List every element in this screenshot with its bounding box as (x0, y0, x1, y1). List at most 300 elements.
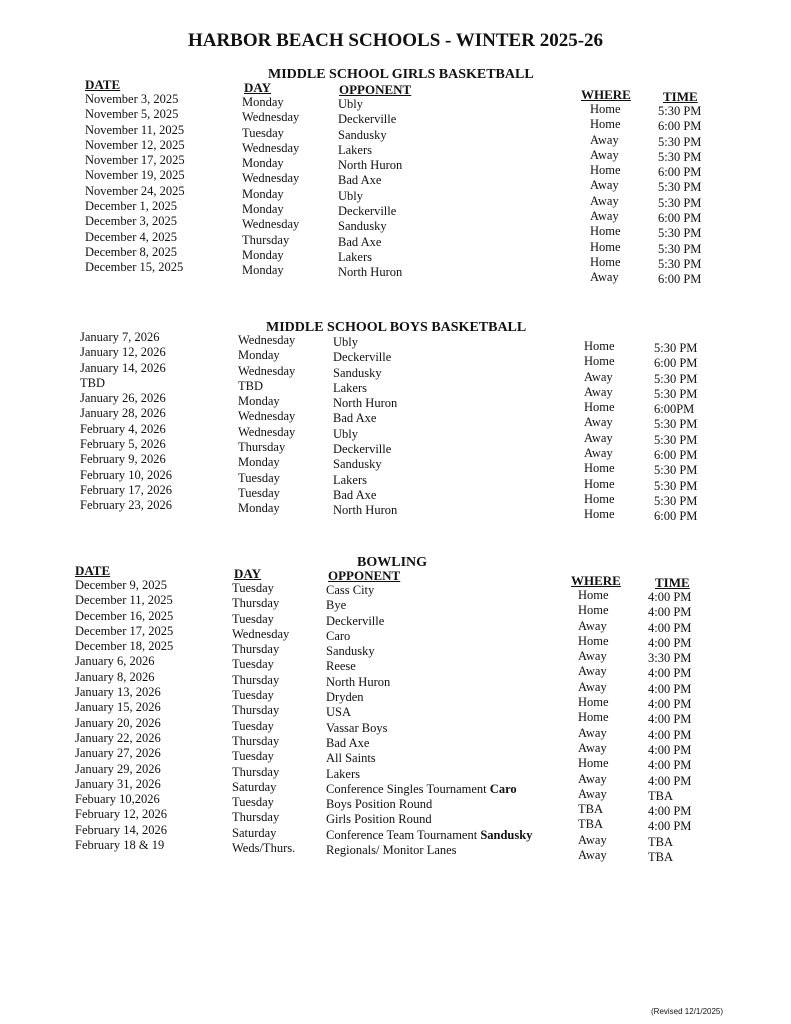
girls-date-text: December 3, 2025 (85, 214, 177, 229)
girls-date-cell (85, 138, 185, 153)
bowling-day-cell (232, 810, 295, 825)
boys-where-cell (584, 370, 615, 385)
boys-day-text: Monday (238, 394, 280, 409)
boys-date-text: January 12, 2026 (80, 345, 166, 360)
bowling-header-day: DAY (234, 566, 261, 581)
boys-opponent-text: Deckerville (333, 442, 392, 457)
bowling-time-text: TBA (648, 788, 673, 803)
bowling-where-text: Away (578, 679, 607, 694)
bowling-time-text: 4:00 PM (648, 727, 692, 742)
girls-opponent-cell (338, 128, 402, 143)
bowling-opponent-cell (326, 828, 532, 843)
boys-date-column (80, 330, 172, 514)
boys-date-cell (80, 345, 172, 360)
boys-day-cell (238, 394, 295, 409)
boys-opponent-text: Lakers (333, 380, 368, 395)
bowling-where-text: Home (578, 603, 609, 618)
boys-time-cell (654, 463, 697, 478)
girls-day-cell (242, 202, 299, 217)
bowling-date-cell (75, 777, 173, 792)
boys-where-text: Away (584, 446, 613, 461)
boys-time-cell (654, 417, 697, 432)
girls-date-cell (85, 92, 185, 107)
boys-day-text: TBD (238, 378, 263, 393)
bowling-where-text: Away (578, 740, 607, 755)
girls-day-cell (242, 217, 299, 232)
girls-where-text: Away (590, 193, 619, 208)
boys-day-cell (238, 364, 295, 379)
girls-where-column (590, 102, 621, 286)
boys-time-cell (654, 479, 697, 494)
boys-date-cell (80, 391, 172, 406)
boys-date-text: February 4, 2026 (80, 421, 166, 436)
girls-where-text: Home (590, 163, 621, 178)
girls-opponent-cell (338, 235, 402, 250)
girls-time-column (658, 104, 701, 288)
boys-date-text: February 9, 2026 (80, 452, 166, 467)
boys-opponent-text: Ubly (333, 426, 358, 441)
boys-where-cell (584, 492, 615, 507)
bowling-section-title: BOWLING (357, 555, 428, 570)
boys-date-cell (80, 376, 172, 391)
boys-time-text: 5:30 PM (654, 371, 698, 386)
girls-date-text: November 3, 2025 (85, 92, 179, 106)
girls-day-cell (242, 156, 299, 171)
bowling-time-cell (648, 835, 691, 850)
bowling-where-cell (578, 817, 609, 832)
bowling-day-cell (232, 734, 295, 749)
girls-day-text: Wednesday (242, 140, 300, 155)
girls-where-text: Home (590, 239, 621, 254)
bowling-day-text: Thursday (232, 810, 280, 825)
bowling-date-text: January 8, 2026 (75, 669, 155, 684)
boys-time-text: 5:30 PM (654, 341, 698, 355)
bowling-day-text: Saturday (232, 779, 277, 794)
bowling-opponent-text: Cass City (326, 583, 375, 597)
bowling-day-cell (232, 795, 295, 810)
bowling-opponent-cell (326, 812, 532, 827)
boys-time-text: 6:00 PM (654, 509, 698, 524)
bowling-where-cell (578, 787, 609, 802)
bowling-opponent-text: Conference Singles Tournament (326, 781, 487, 796)
bowling-opponent-cell (326, 751, 532, 766)
girls-where-cell (590, 163, 621, 178)
girls-header-date: DATE (85, 77, 121, 92)
boys-day-cell (238, 379, 295, 394)
bowling-opponent-cell (326, 644, 532, 659)
bowling-opponent-text: Sandusky (326, 644, 375, 659)
bowling-where-text: Away (578, 832, 607, 847)
bowling-time-text: 4:00 PM (648, 635, 692, 650)
girls-day-text: Monday (242, 156, 284, 171)
boys-date-cell (80, 361, 172, 376)
bowling-date-cell (75, 654, 173, 669)
girls-where-cell (590, 133, 621, 148)
boys-where-text: Away (584, 384, 613, 399)
boys-where-cell (584, 477, 615, 492)
girls-date-text: November 24, 2025 (85, 183, 185, 198)
boys-day-cell (238, 455, 295, 470)
bowling-date-text: January 6, 2026 (75, 654, 155, 669)
girls-time-cell (658, 119, 701, 134)
girls-day-cell (242, 233, 299, 248)
girls-where-text: Home (590, 224, 621, 239)
girls-date-text: December 1, 2025 (85, 199, 177, 214)
girls-opponent-cell (338, 265, 402, 280)
bowling-day-cell (232, 673, 295, 688)
girls-day-text: Monday (242, 263, 284, 278)
boys-date-cell (80, 406, 172, 421)
bowling-where-cell (578, 802, 609, 817)
boys-day-cell (238, 348, 295, 363)
bowling-date-text: December 18, 2025 (75, 639, 174, 654)
bowling-day-text: Weds/Thurs. (232, 841, 296, 856)
girls-time-text: 5:30 PM (658, 256, 702, 271)
boys-time-text: 5:30 PM (654, 417, 698, 432)
bowling-where-cell (578, 772, 609, 787)
bowling-header-date: DATE (75, 563, 111, 578)
boys-where-text: Home (584, 339, 615, 353)
girls-time-text: 5:30 PM (658, 241, 702, 256)
bowling-day-text: Tuesday (232, 657, 274, 672)
bowling-where-text: Away (578, 786, 607, 801)
boys-where-text: Away (584, 430, 613, 445)
boys-opponent-text: North Huron (333, 396, 398, 411)
bowling-date-text: January 13, 2026 (75, 685, 161, 700)
boys-time-text: 6:00 PM (654, 448, 698, 463)
girls-opponent-cell (338, 189, 402, 204)
girls-opponent-text: Lakers (338, 142, 373, 157)
girls-header-day: DAY (244, 80, 271, 95)
boys-opponent-text: Bad Axe (333, 487, 377, 502)
girls-where-cell (590, 178, 621, 193)
girls-day-text: Monday (242, 202, 284, 217)
bowling-time-text: 4:00 PM (648, 666, 692, 681)
girls-time-text: 5:30 PM (658, 104, 702, 118)
bowling-opponent-cell (326, 843, 532, 858)
bowling-time-cell (648, 590, 691, 605)
girls-time-text: 6:00 PM (658, 119, 702, 134)
boys-day-text: Monday (238, 348, 280, 363)
boys-time-cell (654, 509, 697, 524)
boys-day-text: Thursday (238, 440, 286, 455)
boys-day-cell (238, 440, 295, 455)
girls-where-cell (590, 255, 621, 270)
boys-where-cell (584, 339, 615, 354)
bowling-where-cell (578, 710, 609, 725)
bowling-date-text: February 14, 2026 (75, 822, 167, 837)
boys-time-cell (654, 356, 697, 371)
bowling-where-text: Away (578, 771, 607, 786)
boys-date-text: February 5, 2026 (80, 437, 166, 452)
boys-time-cell (654, 341, 697, 356)
girls-opponent-cell (338, 173, 402, 188)
bowling-day-cell (232, 657, 295, 672)
bowling-time-cell (648, 712, 691, 727)
bowling-where-cell (578, 726, 609, 741)
bowling-time-text: TBA (648, 834, 673, 849)
girls-time-cell (658, 180, 701, 195)
girls-date-text: November 17, 2025 (85, 153, 185, 168)
bowling-time-cell (648, 605, 691, 620)
girls-where-cell (590, 117, 621, 132)
bowling-date-cell (75, 731, 173, 746)
girls-opponent-text: Sandusky (338, 219, 387, 234)
boys-where-cell (584, 400, 615, 415)
girls-opponent-column (338, 97, 402, 281)
girls-time-cell (658, 165, 701, 180)
bowling-day-column (232, 581, 295, 856)
bowling-date-cell (75, 578, 173, 593)
girls-where-text: Home (590, 102, 621, 116)
bowling-day-text: Thursday (232, 672, 280, 687)
boys-time-column (654, 341, 697, 525)
bowling-opponent-cell (326, 705, 532, 720)
bowling-day-cell (232, 841, 295, 856)
bowling-date-cell (75, 700, 173, 715)
bowling-where-cell (578, 756, 609, 771)
bowling-opponent-location: Sandusky (480, 827, 533, 842)
girls-date-cell (85, 214, 185, 229)
boys-date-cell (80, 498, 172, 513)
girls-where-text: Away (590, 270, 619, 285)
bowling-time-cell (648, 743, 691, 758)
girls-time-cell (658, 257, 701, 272)
bowling-where-text: Home (578, 756, 609, 771)
girls-time-text: 5:30 PM (658, 134, 702, 149)
girls-opponent-cell (338, 112, 402, 127)
boys-opponent-cell (333, 396, 397, 411)
boys-day-column (238, 333, 295, 517)
girls-opponent-text: Ubly (338, 97, 363, 111)
bowling-date-column (75, 578, 173, 853)
girls-time-text: 6:00 PM (658, 165, 702, 180)
boys-day-text: Tuesday (238, 485, 280, 500)
bowling-opponent-location: Caro (489, 781, 517, 796)
bowling-where-text: Away (578, 664, 607, 679)
boys-date-cell (80, 452, 172, 467)
boys-date-text: February 10, 2026 (80, 467, 172, 482)
bowling-time-text: 4:00 PM (648, 742, 692, 757)
bowling-time-text: 4:00 PM (648, 773, 692, 788)
boys-time-cell (654, 448, 697, 463)
girls-date-cell (85, 230, 185, 245)
girls-day-text: Monday (242, 186, 284, 201)
girls-day-text: Monday (242, 95, 284, 109)
boys-where-text: Home (584, 461, 615, 476)
bowling-time-cell (648, 621, 691, 636)
girls-header-time: TIME (663, 89, 698, 104)
bowling-day-cell (232, 612, 295, 627)
bowling-date-cell (75, 792, 173, 807)
bowling-opponent-cell (326, 797, 532, 812)
boys-opponent-cell (333, 335, 397, 350)
girls-time-cell (658, 135, 701, 150)
boys-date-cell (80, 422, 172, 437)
girls-date-cell (85, 260, 185, 275)
boys-where-cell (584, 354, 615, 369)
girls-day-text: Monday (242, 247, 284, 262)
girls-where-cell (590, 148, 621, 163)
bowling-day-cell (232, 749, 295, 764)
boys-time-cell (654, 494, 697, 509)
bowling-day-text: Tuesday (232, 795, 274, 810)
bowling-where-column (578, 588, 609, 863)
boys-where-text: Away (584, 369, 613, 384)
girls-time-text: 5:30 PM (658, 195, 702, 210)
bowling-opponent-cell (326, 598, 532, 613)
girls-opponent-text: Lakers (338, 249, 373, 264)
bowling-time-cell (648, 651, 691, 666)
bowling-date-text: January 31, 2026 (75, 776, 161, 791)
bowling-day-cell (232, 765, 295, 780)
bowling-date-cell (75, 762, 173, 777)
revised-note: (Revised 12/1/2025) (651, 1007, 724, 1016)
bowling-time-text: 4:00 PM (648, 605, 692, 620)
boys-opponent-cell (333, 503, 397, 518)
boys-opponent-column (333, 335, 397, 519)
boys-date-text: January 26, 2026 (80, 391, 166, 406)
girls-where-cell (590, 194, 621, 209)
girls-day-cell (242, 110, 299, 125)
bowling-date-cell (75, 746, 173, 761)
boys-day-text: Wednesday (238, 424, 296, 439)
boys-where-text: Home (584, 400, 615, 415)
bowling-date-cell (75, 716, 173, 731)
bowling-day-cell (232, 642, 295, 657)
bowling-date-text: January 22, 2026 (75, 730, 161, 745)
bowling-date-cell (75, 685, 173, 700)
bowling-day-text: Thursday (232, 596, 280, 611)
bowling-date-cell (75, 593, 173, 608)
girls-date-text: November 5, 2025 (85, 107, 179, 122)
bowling-opponent-text: Lakers (326, 766, 361, 781)
bowling-opponent-text: Vassar Boys (326, 720, 388, 735)
girls-date-text: December 15, 2025 (85, 260, 184, 275)
boys-where-text: Home (584, 354, 615, 369)
bowling-time-cell (648, 728, 691, 743)
boys-where-cell (584, 461, 615, 476)
boys-opponent-cell (333, 457, 397, 472)
girls-opponent-text: Deckerville (338, 204, 397, 219)
girls-where-text: Home (590, 117, 621, 132)
boys-section-title: MIDDLE SCHOOL BOYS BASKETBALL (266, 320, 527, 335)
bowling-where-cell (578, 848, 609, 863)
girls-day-text: Wednesday (242, 217, 300, 232)
bowling-time-cell (648, 789, 691, 804)
bowling-opponent-text: Girls Position Round (326, 812, 432, 827)
girls-where-cell (590, 270, 621, 285)
bowling-opponent-column (326, 583, 532, 858)
bowling-time-text: TBA (648, 850, 673, 865)
girls-where-text: Home (590, 254, 621, 269)
girls-day-column (242, 95, 299, 279)
bowling-header-where: WHERE (571, 573, 621, 588)
girls-date-text: November 11, 2025 (85, 122, 185, 137)
bowling-date-cell (75, 823, 173, 838)
girls-where-text: Away (590, 147, 619, 162)
bowling-where-text: Home (578, 695, 609, 710)
bowling-where-text: Home (578, 588, 609, 602)
girls-where-cell (590, 240, 621, 255)
boys-opponent-cell (333, 411, 397, 426)
bowling-opponent-text: Caro (326, 628, 351, 643)
girls-date-column (85, 92, 185, 276)
bowling-date-text: January 20, 2026 (75, 715, 161, 730)
girls-day-text: Tuesday (242, 125, 284, 140)
bowling-time-cell (648, 819, 691, 834)
boys-day-text: Tuesday (238, 470, 280, 485)
boys-opponent-cell (333, 473, 397, 488)
girls-opponent-text: Bad Axe (338, 234, 382, 249)
girls-time-cell (658, 272, 701, 287)
bowling-where-text: Home (578, 710, 609, 725)
girls-opponent-cell (338, 204, 402, 219)
boys-opponent-text: Sandusky (333, 457, 382, 472)
bowling-opponent-text: Conference Team Tournament (326, 827, 478, 842)
girls-opponent-cell (338, 219, 402, 234)
girls-where-text: Away (590, 178, 619, 193)
girls-time-text: 5:30 PM (658, 149, 702, 164)
bowling-day-text: Tuesday (232, 688, 274, 703)
boys-opponent-cell (333, 366, 397, 381)
bowling-date-text: December 16, 2025 (75, 608, 174, 623)
bowling-time-text: 4:00 PM (648, 712, 692, 727)
bowling-time-text: 4:00 PM (648, 590, 692, 604)
bowling-time-column (648, 590, 691, 865)
bowling-day-cell (232, 581, 295, 596)
bowling-opponent-text: North Huron (326, 674, 391, 689)
bowling-day-cell (232, 703, 295, 718)
bowling-day-cell (232, 596, 295, 611)
boys-day-text: Wednesday (238, 363, 296, 378)
boys-time-text: 5:30 PM (654, 386, 698, 401)
bowling-where-cell (578, 603, 609, 618)
bowling-opponent-text: All Saints (326, 751, 376, 766)
bowling-where-cell (578, 833, 609, 848)
bowling-day-cell (232, 627, 295, 642)
boys-opponent-cell (333, 442, 397, 457)
bowling-day-text: Wednesday (232, 626, 290, 641)
boys-where-text: Away (584, 415, 613, 430)
bowling-date-cell (75, 670, 173, 685)
boys-time-text: 5:30 PM (654, 493, 698, 508)
bowling-where-text: Home (578, 633, 609, 648)
bowling-opponent-cell (326, 629, 532, 644)
girls-opponent-text: Sandusky (338, 127, 387, 142)
boys-where-cell (584, 385, 615, 400)
boys-time-cell (654, 372, 697, 387)
boys-opponent-text: Ubly (333, 335, 358, 349)
boys-where-cell (584, 446, 615, 461)
boys-date-text: TBD (80, 375, 105, 390)
girls-day-text: Thursday (242, 232, 290, 247)
bowling-opponent-text: Bad Axe (326, 735, 370, 750)
girls-day-text: Wednesday (242, 110, 300, 125)
boys-time-cell (654, 402, 697, 417)
bowling-time-cell (648, 804, 691, 819)
girls-date-cell (85, 245, 185, 260)
bowling-time-cell (648, 636, 691, 651)
boys-time-text: 5:30 PM (654, 478, 698, 493)
bowling-time-cell (648, 774, 691, 789)
bowling-time-text: 4:00 PM (648, 819, 692, 834)
bowling-time-cell (648, 682, 691, 697)
girls-date-cell (85, 123, 185, 138)
bowling-day-cell (232, 688, 295, 703)
girls-time-cell (658, 242, 701, 257)
girls-time-text: 6:00 PM (658, 211, 702, 226)
